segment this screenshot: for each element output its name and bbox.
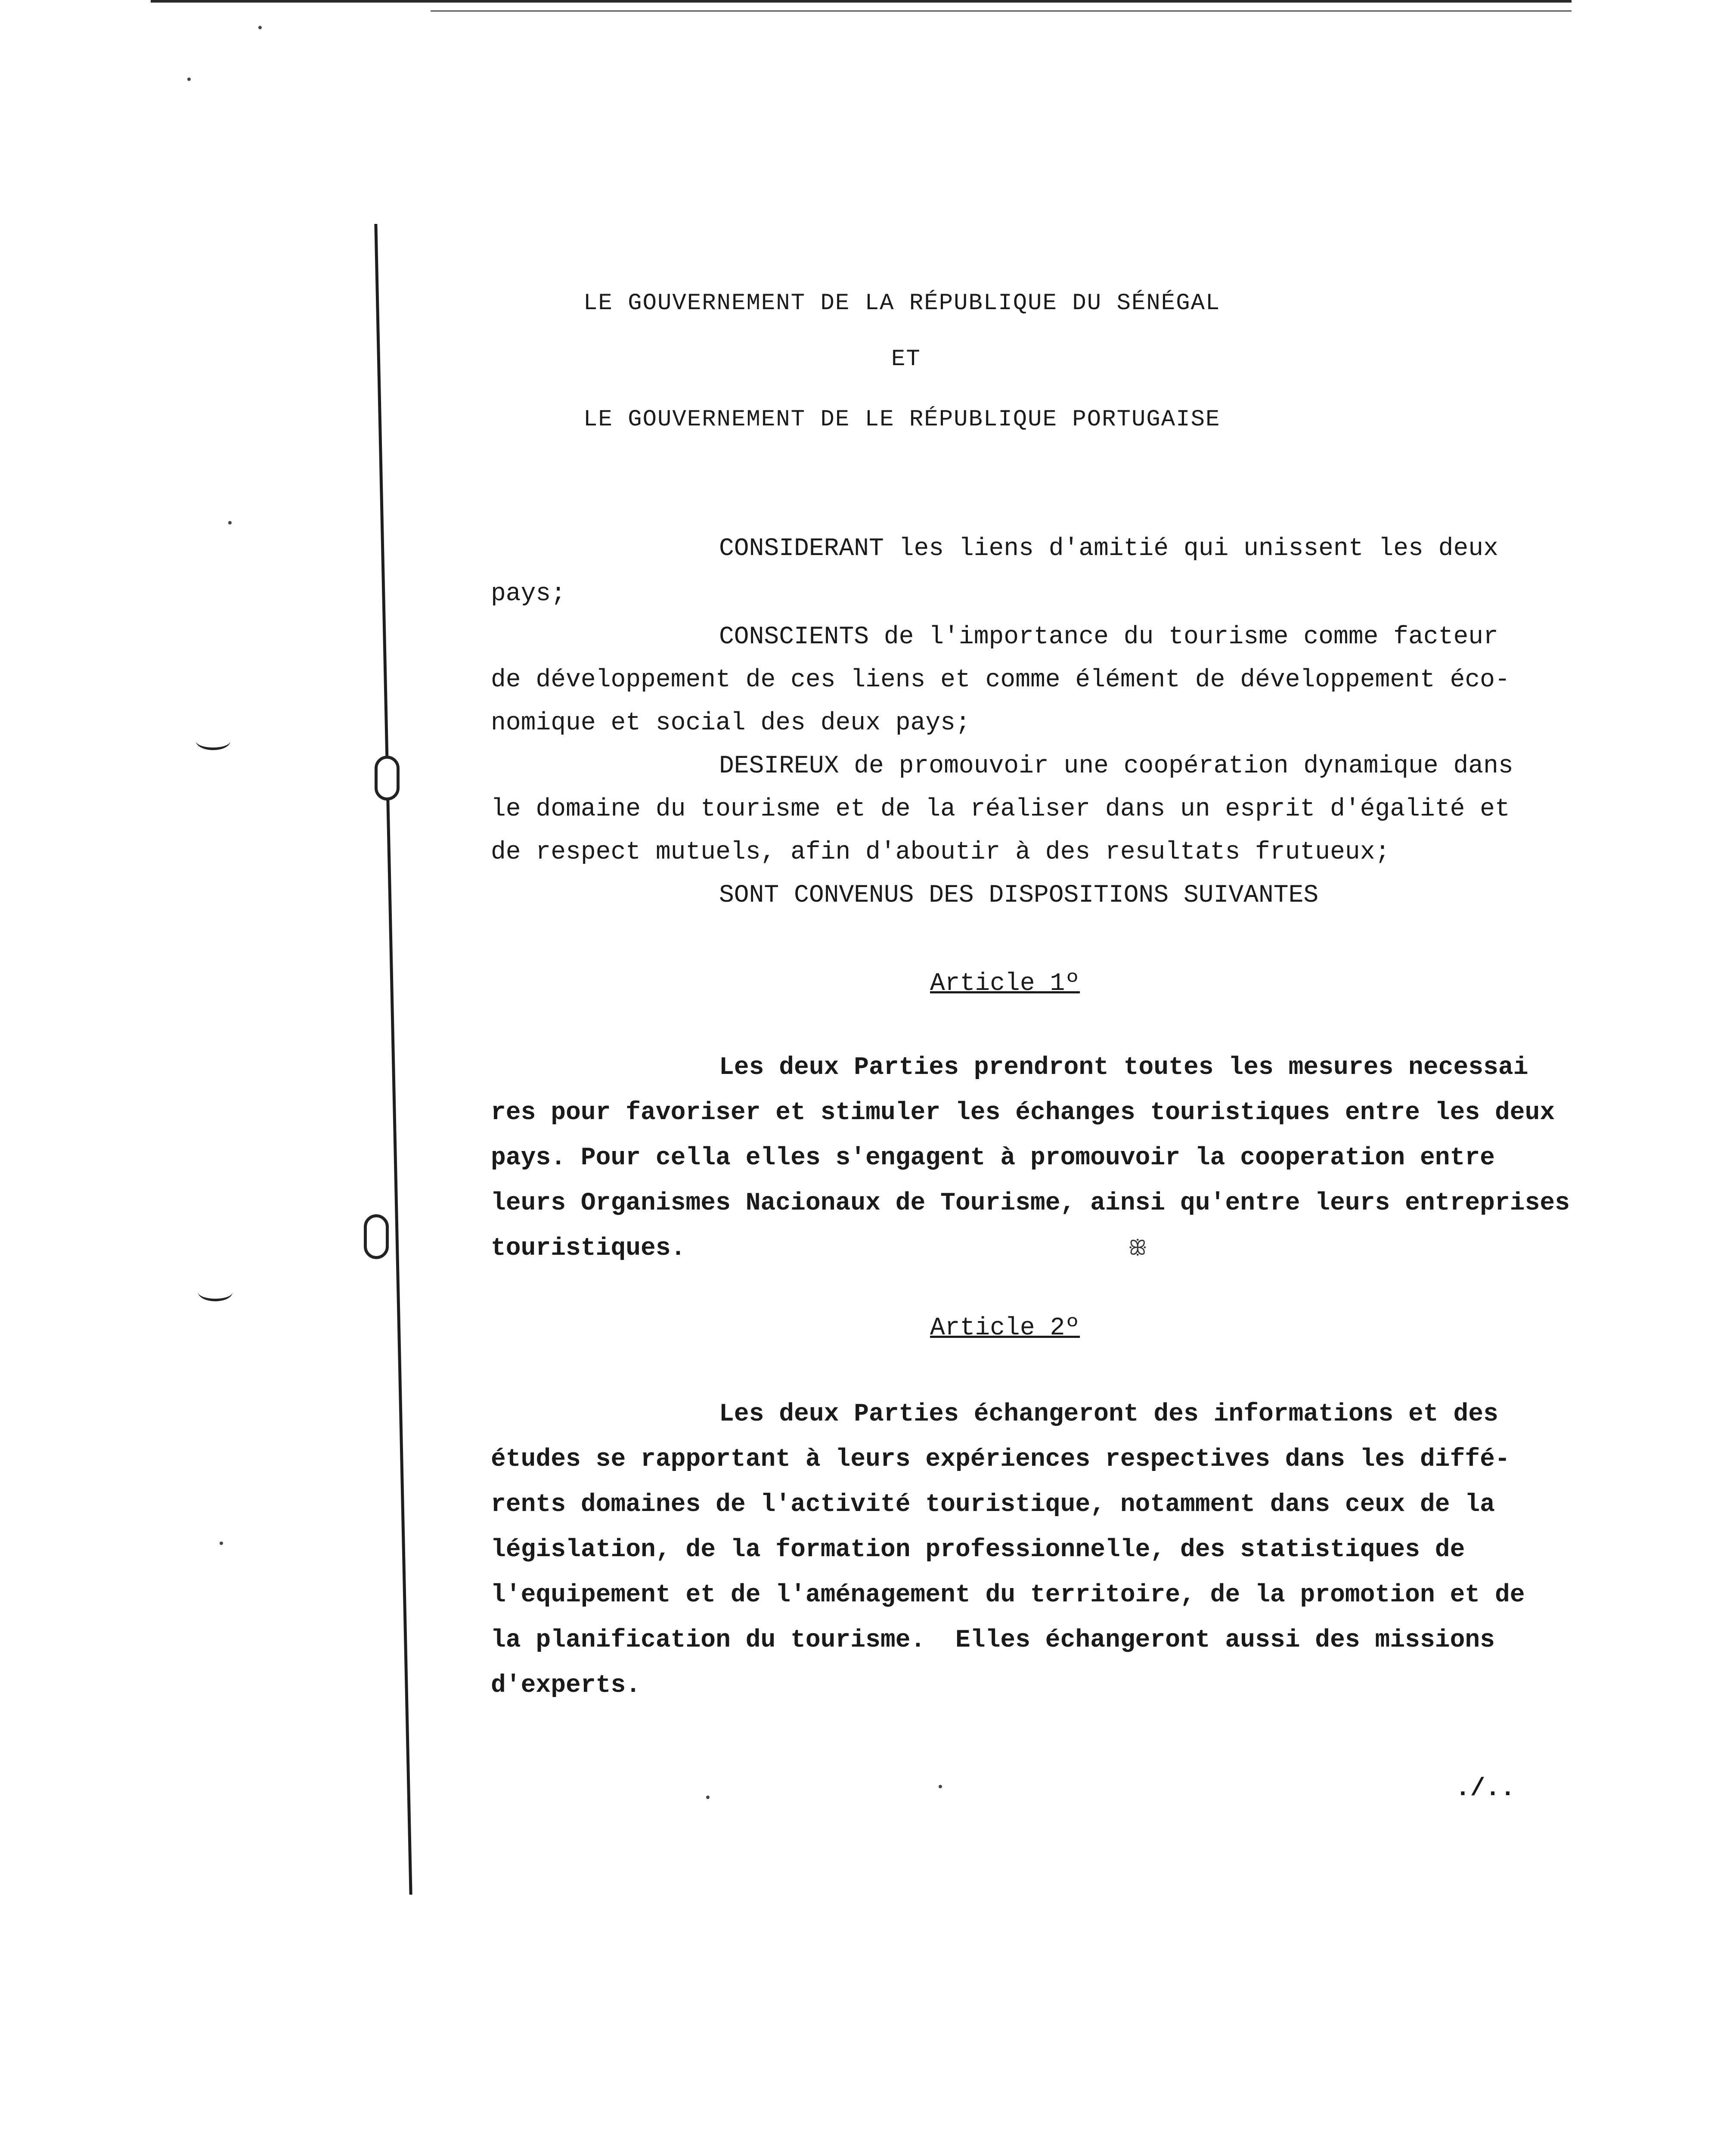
preamble-desireux: DESIREUX de promouvoir une coopération dynamique dans [719, 752, 1513, 780]
article-2-line-6: la planification du tourisme. Elles échangeront aussi des missions [491, 1626, 1495, 1654]
article-2-line-3: rents domaines de l'activité touristique, notamment dans ceux de la [491, 1491, 1495, 1519]
header-line-2: ET [891, 346, 921, 372]
article-2-line-7: d'experts. [491, 1672, 641, 1700]
preamble-conscients-cont-1: de développement de ces liens et comme élément de développement éco- [491, 666, 1510, 694]
article-2-title: Article 2º [930, 1314, 1080, 1342]
hole-punch-mark-icon [198, 1283, 232, 1301]
article-1-line-1: Les deux Parties prendront toutes les mesures necessai [719, 1054, 1528, 1082]
scan-speck [258, 26, 262, 29]
article-2-line-5: l'equipement et de l'aménagement du territoire, de la promotion et de [491, 1581, 1525, 1609]
article-1-title: Article 1º [930, 970, 1080, 998]
binding-ring-icon [375, 756, 400, 800]
binding-ring-icon [364, 1214, 389, 1259]
preamble-considerant-cont: pays; [491, 580, 566, 608]
header-line-3: LE GOUVERNEMENT DE LE RÉPUBLIQUE PORTUGAISE [583, 406, 1221, 433]
scan-speck [187, 78, 191, 81]
article-1-line-5: touristiques. [491, 1235, 686, 1263]
preamble-desireux-cont-2: de respect mutuels, afin d'aboutir à des resultats frutueux; [491, 838, 1390, 866]
scan-top-edge [151, 0, 1572, 3]
page-continuation-marker: ./.. [1455, 1775, 1516, 1803]
preamble-conscients-cont-2: nomique et social des deux pays; [491, 709, 970, 737]
article-2-line-2: études se rapportant à leurs expériences respectives dans les diffé- [491, 1446, 1510, 1474]
scan-speck [706, 1796, 710, 1799]
scan-speck [939, 1785, 942, 1788]
article-1-line-4: leurs Organismes Nacionaux de Tourisme, ainsi qu'entre leurs entreprises [491, 1189, 1570, 1217]
hole-punch-mark-icon [196, 732, 230, 750]
article-1-line-3: pays. Pour cella elles s'engagent à promouvoir la cooperation entre [491, 1144, 1495, 1172]
article-2-line-1: Les deux Parties échangeront des informations et des [719, 1400, 1498, 1428]
article-2-line-4: législation, de la formation professionnelle, des statistiques de [491, 1536, 1465, 1564]
binding-margin-line [374, 224, 412, 1895]
scan-speck [220, 1542, 223, 1545]
header-line-1: LE GOUVERNEMENT DE LA RÉPUBLIQUE DU SÉNÉGAL [583, 290, 1221, 316]
preamble-considerant: CONSIDERANT les liens d'amitié qui unissent les deux [719, 535, 1498, 563]
preamble-conscients: CONSCIENTS de l'importance du tourisme comme facteur [719, 623, 1498, 651]
article-1-line-2: res pour favoriser et stimuler les échanges touristiques entre les deux [491, 1099, 1555, 1127]
preamble-sont-convenus: SONT CONVENUS DES DISPOSITIONS SUIVANTES [719, 881, 1319, 909]
small-stamp-mark-icon: ꕥ [1128, 1236, 1147, 1260]
scan-top-edge-secondary [431, 10, 1572, 12]
preamble-desireux-cont-1: le domaine du tourisme et de la réaliser dans un esprit d'égalité et [491, 795, 1510, 823]
scan-speck [228, 521, 232, 524]
